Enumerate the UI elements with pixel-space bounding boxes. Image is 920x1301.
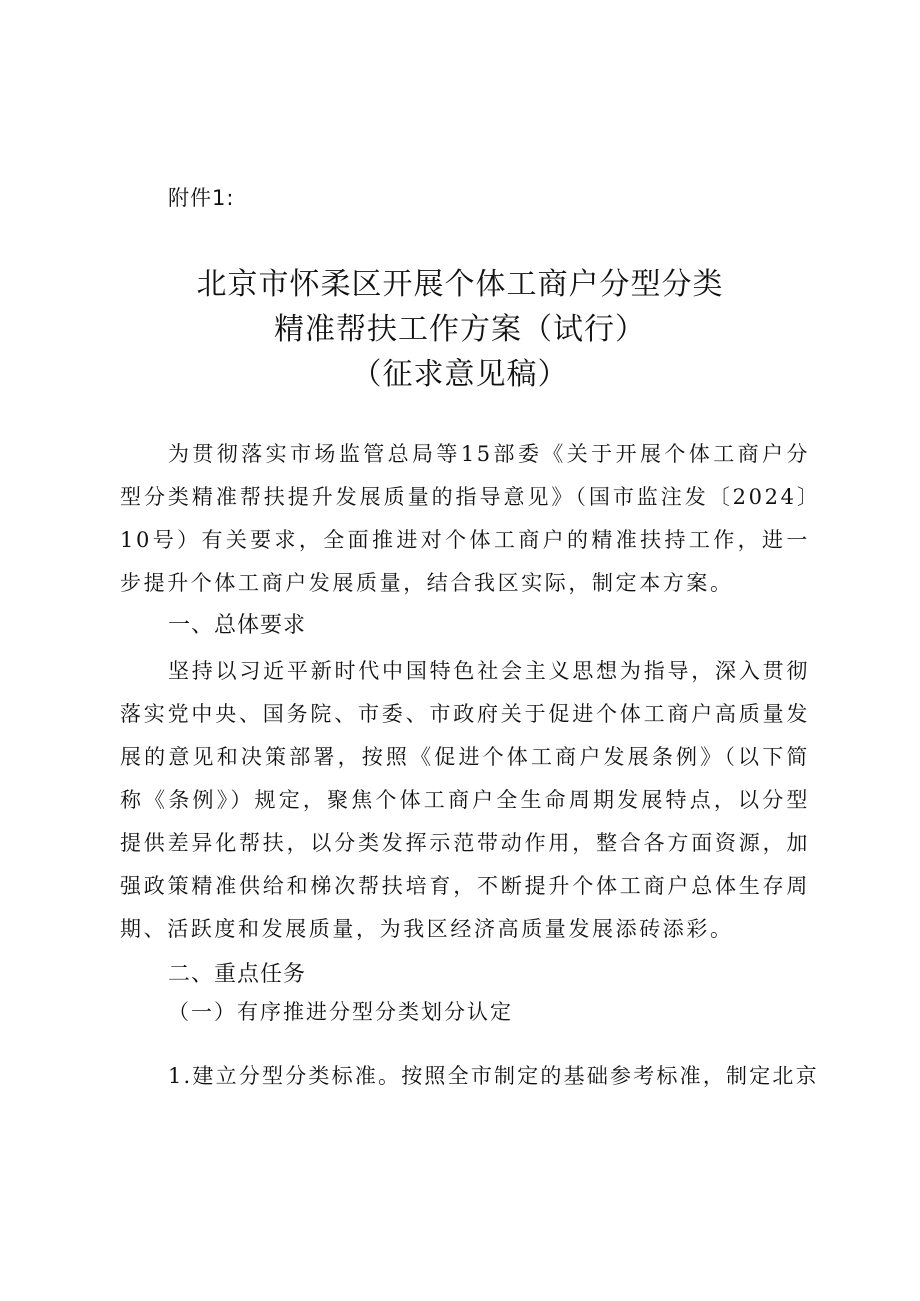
- attachment-label: 附件1:: [168, 186, 235, 210]
- section-2-subheading: （一）有序推进分型分类划分认定: [168, 1000, 513, 1024]
- title-line-3: （征求意见稿）: [351, 357, 569, 392]
- section-2-heading: 二、重点任务: [168, 962, 307, 987]
- document-title: [0, 262, 920, 397]
- section-1-paragraph: 坚持以习近平新时代中国特色社会主义思想为指导，深入贯彻落实党中央、国务院、市委、市政府关于促进个体工商户高质量发展的意见和决策部署，按照《促进个体工商户发展条例》（以下简称《条例》）规定，聚焦个体工商户全生命周期发展特点，以分型提供差异化帮扶，以分类发挥示范带动作用，整合各方面资源，加强政策精准供给和梯次帮扶培育，不断提升个体工商户总体生存周期、活跃度和发展质量，为我区经济高质量发展添砖添彩。: [120, 659, 810, 941]
- intro-paragraph: 为贯彻落实市场监管总局等15部委《关于开展个体工商户分型分类精准帮扶提升发展质量的指导意见》（国市监注发〔2024〕10号）有关要求，全面推进对个体工商户的精准扶持工作，进一步提升个体工商户发展质量，结合我区实际，制定本方案。: [120, 442, 810, 595]
- title-line-2: 精准帮扶工作方案（试行）: [274, 312, 646, 347]
- section-2-item-1: 1.建立分型分类标准。按照全市制定的基础参考标准，制定北京: [168, 1064, 819, 1088]
- title-line-1: 北京市怀柔区开展个体工商户分型分类: [196, 267, 724, 302]
- section-1-heading: 一、总体要求: [168, 613, 307, 638]
